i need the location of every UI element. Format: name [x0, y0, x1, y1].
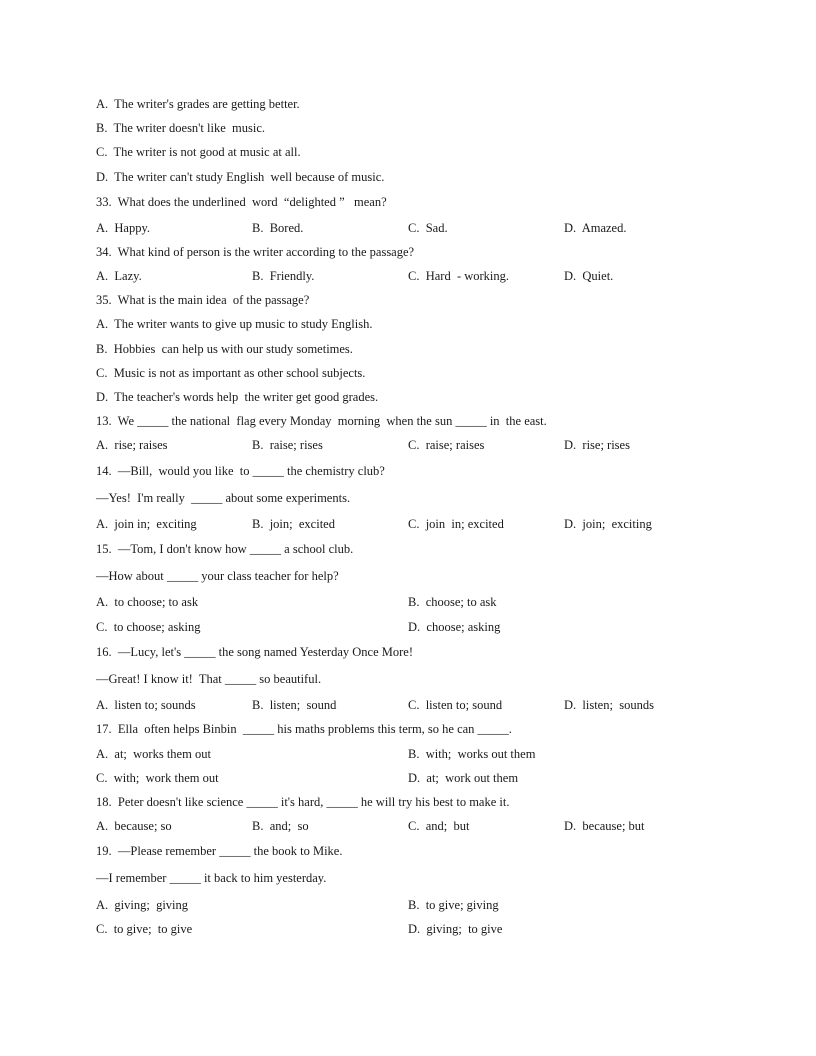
q13-option-b: B. raise; rises: [252, 438, 323, 452]
q13-option-c: C. raise; raises: [408, 438, 485, 452]
q32-option-a: A. The writer's grades are getting better.: [96, 97, 300, 111]
q35-option-d: D. The teacher's words help the writer get good grades.: [96, 390, 379, 404]
q17-option-b: B. with; works out them: [408, 747, 536, 761]
q14-option-c: C. join in; excited: [408, 517, 504, 531]
q19-option-d: D. giving; to give: [408, 922, 503, 936]
q17-option-d: D. at; work out them: [408, 771, 519, 785]
q18-option-b: B. and; so: [252, 819, 309, 833]
q34-option-c: C. Hard - working.: [408, 269, 510, 283]
q19-reply: —I remember _____ it back to him yesterday.: [96, 871, 327, 885]
q16-option-b: B. listen; sound: [252, 698, 337, 712]
q18-option-a: A. because; so: [96, 819, 172, 833]
q35-option-c: C. Music is not as important as other school subjects.: [96, 366, 366, 380]
q33-option-b: B. Bored.: [252, 221, 304, 235]
q17-option-a: A. at; works them out: [96, 747, 211, 761]
q16-reply: —Great! I know it! That _____ so beautiful.: [96, 672, 322, 686]
q14-option-d: D. join; exciting: [564, 517, 652, 531]
q33-option-c: C. Sad.: [408, 221, 448, 235]
q16-stem: 16. —Lucy, let's _____ the song named Yesterday Once More!: [96, 645, 414, 659]
q18-option-c: C. and; but: [408, 819, 470, 833]
q19-option-b: B. to give; giving: [408, 898, 499, 912]
q15-stem: 15. —Tom, I don't know how _____ a school club.: [96, 542, 354, 556]
q19-option-c: C. to give; to give: [96, 922, 193, 936]
q17-stem: 17. Ella often helps Binbin _____ his maths problems this term, so he can _____.: [96, 722, 512, 736]
q13-stem: 13. We _____ the national flag every Monday morning when the sun _____ in the east.: [96, 414, 547, 428]
q19-stem: 19. —Please remember _____ the book to Mike.: [96, 844, 343, 858]
q16-option-c: C. listen to; sound: [408, 698, 503, 712]
q15-option-b: B. choose; to ask: [408, 595, 497, 609]
q33-option-a: A. Happy.: [96, 221, 151, 235]
q32-option-b: B. The writer doesn't like music.: [96, 121, 266, 135]
q13-option-d: D. rise; rises: [564, 438, 630, 452]
q35-option-b: B. Hobbies can help us with our study sometimes.: [96, 342, 353, 356]
q14-option-b: B. join; excited: [252, 517, 335, 531]
q35-stem: 35. What is the main idea of the passage?: [96, 293, 310, 307]
q15-option-a: A. to choose; to ask: [96, 595, 199, 609]
q32-option-c: C. The writer is not good at music at all.: [96, 145, 301, 159]
q16-option-d: D. listen; sounds: [564, 698, 654, 712]
q34-stem: 34. What kind of person is the writer according to the passage?: [96, 245, 415, 259]
q14-option-a: A. join in; exciting: [96, 517, 197, 531]
q19-option-a: A. giving; giving: [96, 898, 189, 912]
q34-option-d: D. Quiet.: [564, 269, 614, 283]
q33-option-d: D. Amazed.: [564, 221, 627, 235]
q35-option-a: A. The writer wants to give up music to study English.: [96, 317, 373, 331]
q33-stem: 33. What does the underlined word “delighted ” mean?: [96, 195, 387, 209]
q14-stem: 14. —Bill, would you like to _____ the chemistry club?: [96, 464, 385, 478]
q15-reply: —How about _____ your class teacher for help?: [96, 569, 339, 583]
q13-option-a: A. rise; raises: [96, 438, 168, 452]
q18-stem: 18. Peter doesn't like science _____ it's hard, _____ he will try his best to make it.: [96, 795, 510, 809]
q14-reply: —Yes! I'm really _____ about some experiments.: [96, 491, 351, 505]
q17-option-c: C. with; work them out: [96, 771, 219, 785]
q15-option-c: C. to choose; asking: [96, 620, 201, 634]
q18-option-d: D. because; but: [564, 819, 645, 833]
q34-option-b: B. Friendly.: [252, 269, 315, 283]
q32-option-d: D. The writer can't study English well because of music.: [96, 170, 385, 184]
q34-option-a: A. Lazy.: [96, 269, 142, 283]
q15-option-d: D. choose; asking: [408, 620, 501, 634]
q16-option-a: A. listen to; sounds: [96, 698, 196, 712]
